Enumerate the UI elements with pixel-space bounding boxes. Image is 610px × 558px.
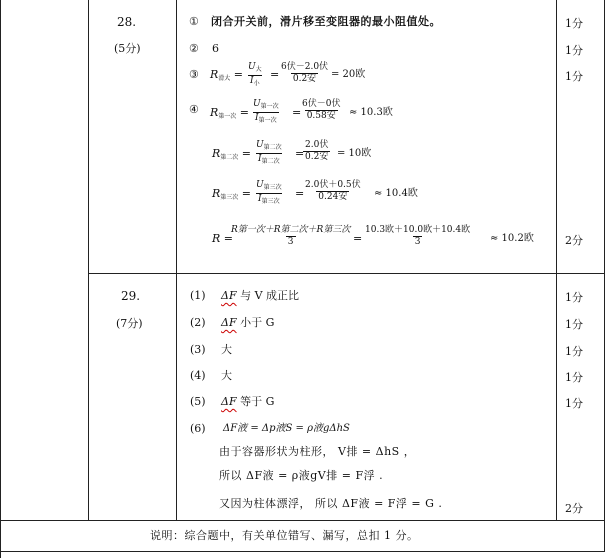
q28-avg-score: 2分 [565, 234, 583, 247]
col-divider-1 [88, 0, 89, 520]
table-border-bottom [0, 551, 605, 552]
q28-item4-frac1: $U_{第一次}$ $I_{第一次}$ [253, 99, 279, 124]
q28-item4-marker: ④ [189, 103, 199, 116]
q28-avg-frac2: 10.3欧＋10.0欧＋10.4欧 3 [365, 225, 471, 247]
q28-item4-lhs: $R_{第一次}$ = [210, 106, 250, 120]
q28-avg-eq: = [353, 232, 363, 245]
q28-item5-frac2: 2.0伏 0.2安 [305, 140, 329, 162]
q29-item6-text: ΔF液 = Δp液S = ρ液gΔhS [223, 423, 350, 434]
top-tick-left [176, 0, 177, 6]
q28-points: (5分) [114, 42, 141, 55]
q28-item6-result: ≈ 10.4欧 [374, 188, 418, 199]
q28-item6-frac2: 2.0伏＋0.5伏 0.24安 [305, 180, 361, 202]
q29-item9-text: 又因为柱体漂浮， 所以 ΔF液 = F浮 = G . [219, 497, 443, 510]
q28-item5-result: = 10欧 [337, 148, 372, 159]
q28-item5-frac1: $U_{第二次}$ $I_{第二次}$ [256, 140, 282, 165]
note-text: 说明：综合题中，有关单位错写、漏写，总扣 1 分。 [150, 529, 419, 542]
q28-avg-result: ≈ 10.2欧 [490, 233, 534, 244]
q28-item1-score: 1分 [565, 17, 583, 30]
q28-item5-eq: = [295, 147, 305, 160]
q29-item3-text: 大 [221, 343, 232, 356]
q28-number: 28. [117, 15, 137, 29]
col-divider-2 [176, 0, 177, 520]
q29-item2-marker: (2) [190, 316, 206, 329]
q28-item1-marker: ① [189, 15, 199, 28]
q29-item7-text: 由于容器形状为柱形， V排 = ΔhS ， [219, 445, 416, 458]
q29-item1-marker: (1) [190, 289, 206, 302]
q28-item3-result: = 20欧 [331, 69, 366, 80]
q29-item8-text: 所以 ΔF液 = ρ液gV排 = F浮 . [219, 469, 384, 482]
q28-item3-frac1: $U_大$ $I_小$ [248, 62, 262, 87]
q29-points: (7分) [116, 317, 143, 330]
q28-item2-text: 6 [212, 42, 219, 55]
q29-item4-score: 1分 [565, 371, 583, 384]
q28-item3-eq: = [270, 68, 280, 81]
q28-item3-frac2: 6伏－2.0伏 0.2安 [281, 62, 329, 84]
q29-item9-score: 2分 [565, 502, 583, 515]
col-divider-3 [556, 0, 557, 520]
q28-avg-lhs: R = [212, 232, 234, 245]
q28-item6-frac1: $U_{第三次}$ $I_{第三次}$ [256, 180, 282, 205]
q28-item3-score: 1分 [565, 70, 583, 83]
q28-item5-lhs: $R_{第二次}$ = [212, 147, 252, 161]
q28-avg-frac1: R第一次＋R第二次＋R第三次 3 [231, 225, 351, 247]
q29-item5-score: 1分 [565, 397, 583, 410]
q28-item3-marker: ③ [189, 68, 199, 81]
q29-item3-marker: (3) [190, 343, 206, 356]
row-divider-q28-q29 [88, 273, 605, 274]
q29-item2-text: ΔF 小于 G [221, 316, 275, 329]
q28-item2-marker: ② [189, 42, 199, 55]
q28-item4-eq: = [292, 106, 302, 119]
q28-item4-frac2: 6伏－0伏 0.58安 [302, 99, 341, 121]
q29-item4-marker: (4) [190, 369, 206, 382]
q28-item3-lhs: $R_{滑大}$ = [210, 68, 244, 82]
q29-item1-text: ΔF 与 V 成正比 [221, 289, 300, 302]
q29-item4-text: 大 [221, 369, 232, 382]
q29-item1-score: 1分 [565, 291, 583, 304]
q29-item3-score: 1分 [565, 345, 583, 358]
table-border-right [604, 0, 605, 552]
q28-item6-lhs: $R_{第三次}$ = [212, 187, 252, 201]
q29-item5-marker: (5) [190, 395, 206, 408]
q28-item1-text: 闭合开关前，滑片移至变阻器的最小阻值处。 [211, 15, 441, 28]
q28-item2-score: 1分 [565, 44, 583, 57]
row-divider-note [0, 520, 605, 521]
q28-item4-result: ≈ 10.3欧 [349, 107, 393, 118]
table-border-left [0, 0, 1, 558]
q29-item2-score: 1分 [565, 318, 583, 331]
q29-item6-marker: (6) [190, 422, 206, 435]
q29-item5-text: ΔF 等于 G [221, 395, 275, 408]
q29-number: 29. [121, 289, 141, 303]
q28-item6-eq: = [295, 187, 305, 200]
